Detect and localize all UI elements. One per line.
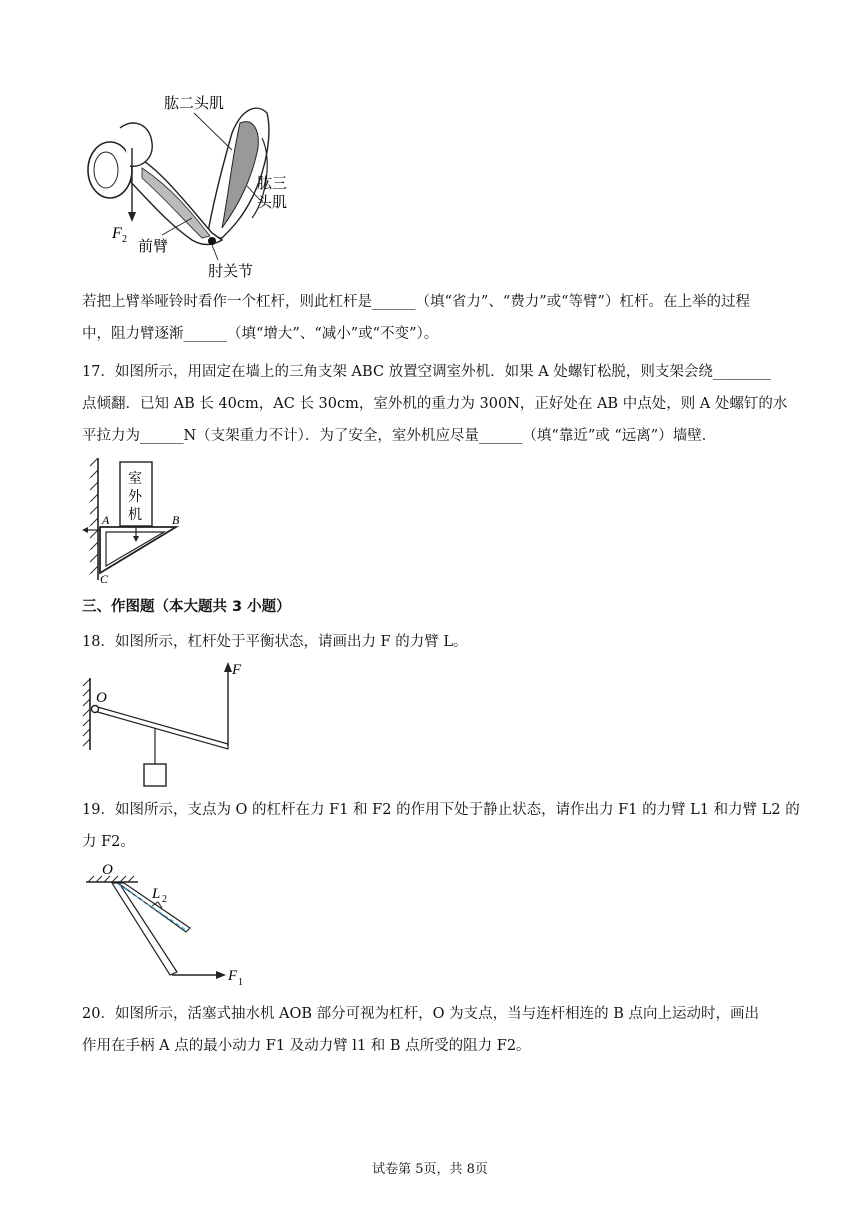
ac-char-2: 外 (128, 489, 142, 505)
point-c-label: C (100, 572, 109, 586)
pivot-o-label-q19: O (102, 862, 113, 878)
point-b-label: B (172, 513, 180, 527)
q18-text: 18．如图所示，杠杆处于平衡状态，请画出力 F 的力臂 L。 (82, 634, 468, 650)
ac-char-1: 室 (128, 471, 142, 487)
biceps-label: 肱二头肌 (164, 94, 225, 112)
q16-line2: 中，阻力臂逐渐______（填“增大”、“减小”或“不变”）。 (82, 326, 439, 342)
f1-subscript: 1 (238, 977, 243, 988)
q16-line1: 若把上臂举哑铃时看作一个杠杆，则此杠杆是______（填“省力”、“费力”或“等臂”）杠杆。在上举的过程 (82, 294, 750, 310)
page-footer: 试卷第 5页，共 8页 (372, 1162, 488, 1177)
bracket-figure (80, 456, 190, 586)
q17-line3: 平拉力为______N（支架重力不计）．为了安全，室外机应尽量______（填“靠近”或 “远离”）墙壁． (82, 428, 717, 444)
q19-line2: 力 F2。 (82, 834, 135, 850)
triceps-label-1: 肱三 (257, 174, 288, 192)
pivot-o-label: O (96, 690, 107, 706)
lever-q18-figure (80, 658, 260, 790)
q20-line2: 作用在手柄 A 点的最小动力 F1 及动力臂 l1 和 B 点所受的阻力 F2。 (82, 1038, 531, 1054)
forearm-label: 前臂 (138, 237, 169, 255)
f2-subscript: 2 (122, 234, 127, 245)
f1-label: F (228, 968, 238, 984)
force-f-label: F (232, 662, 242, 678)
point-a-label: A (102, 513, 110, 527)
triceps-label-2: 头肌 (257, 193, 288, 211)
ac-char-3: 机 (128, 507, 142, 523)
arm-dumbbell-figure (82, 88, 292, 283)
l2-label: L (152, 886, 161, 902)
q20-line1: 20．如图所示，活塞式抽水机 AOB 部分可视为杠杆，O 为支点，当与连杆相连的 B 点向上运动时，画出 (82, 1006, 760, 1022)
section-3-heading: 三、作图题（本大题共 3 小题） (82, 599, 291, 615)
f2-label: F (112, 225, 122, 242)
elbow-label: 肘关节 (208, 262, 254, 280)
l2-subscript: 2 (162, 894, 167, 905)
q17-line1: 17．如图所示，用固定在墙上的三角支架 ABC 放置空调室外机．如果 A 处螺钉松脱，则支架会绕________ (82, 364, 771, 380)
q17-line2: 点倾翻．已知 AB 长 40cm，AC 长 30cm，室外机的重力为 300N，正好处在 AB 中点处，则 A 处螺钉的水 (82, 396, 788, 412)
lever-q19-figure (82, 858, 252, 990)
q19-line1: 19．如图所示，支点为 O 的杠杆在力 F1 和 F2 的作用下处于静止状态，请作出力 F1 的力臂 L1 和力臂 L2 的 (82, 802, 800, 818)
